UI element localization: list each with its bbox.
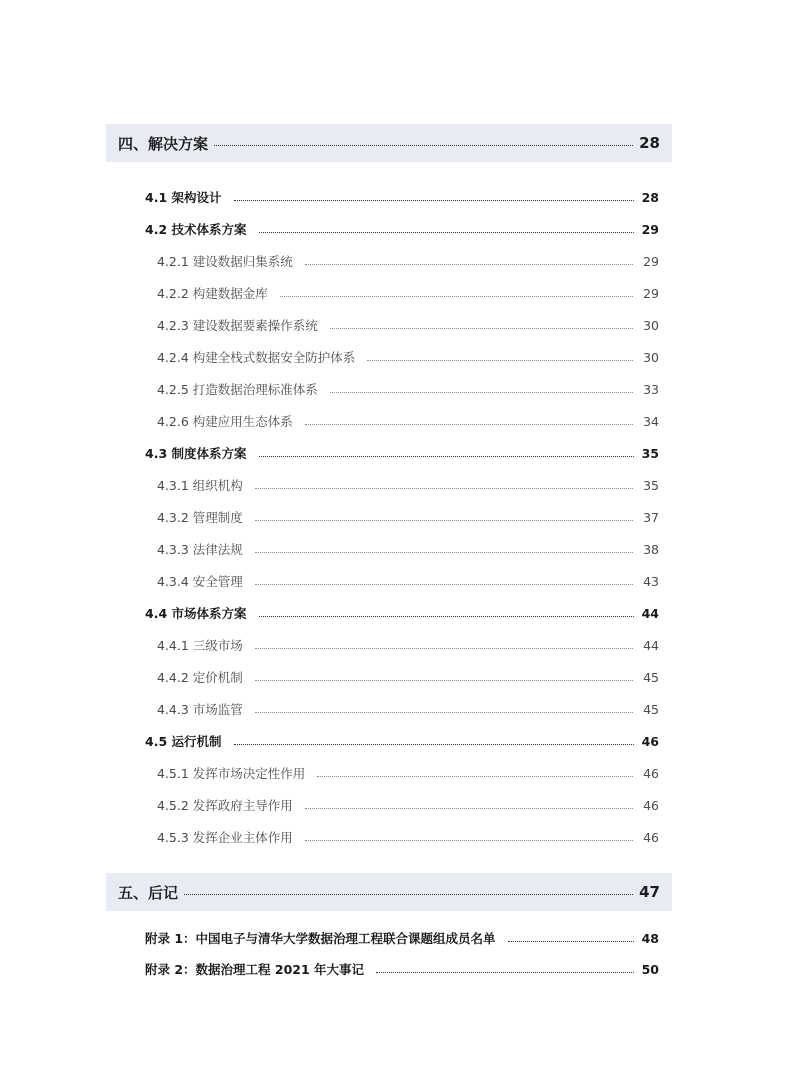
toc-page-number: 44 — [641, 605, 659, 621]
toc-entry-label: 4.3.2 管理制度 — [157, 510, 243, 525]
toc-entry-label: 4.4.3 市场监管 — [157, 702, 243, 717]
toc-leader-dots — [234, 744, 634, 745]
toc-entry-label: 4.5.1 发挥市场决定性作用 — [157, 766, 306, 781]
toc-leader-dots — [330, 328, 633, 329]
toc-leader-dots — [255, 584, 633, 585]
toc-page-number: 28 — [639, 134, 660, 152]
toc-section-4[interactable] — [106, 124, 672, 162]
toc-entry-4-2-4[interactable] — [157, 347, 659, 367]
toc-leader-dots — [214, 145, 633, 146]
toc-leader-dots — [259, 232, 634, 233]
toc-entry-label: 4.3.1 组织机构 — [157, 478, 243, 493]
toc-entry-label: 4.2.2 构建数据金库 — [157, 286, 268, 301]
toc-entry-label: 4.4 市场体系方案 — [145, 606, 247, 621]
toc-entry-label: 4.4.2 定价机制 — [157, 670, 243, 685]
toc-page-number: 46 — [643, 829, 659, 845]
toc-entry-4-2-6[interactable] — [157, 411, 659, 431]
toc-page-number: 34 — [643, 413, 659, 429]
toc-entry-label: 附录 2：数据治理工程 2021 年大事记 — [145, 962, 365, 977]
toc-entry-label: 4.5.2 发挥政府主导作用 — [157, 798, 293, 813]
toc-page-number: 30 — [643, 317, 659, 333]
toc-entry-label: 4.1 架构设计 — [145, 190, 222, 205]
toc-entry-4-3-3[interactable] — [157, 539, 659, 559]
toc-entry-label: 4.4.1 三级市场 — [157, 638, 243, 653]
toc-entry-4-5[interactable] — [145, 731, 659, 751]
toc-page-number: 50 — [641, 961, 659, 977]
toc-section-label: 五、后记 — [118, 883, 179, 902]
toc-page-number: 45 — [643, 669, 659, 685]
toc-leader-dots — [259, 616, 634, 617]
toc-page-number: 38 — [643, 541, 659, 557]
toc-leader-dots — [305, 808, 633, 809]
toc-leader-dots — [508, 941, 634, 942]
toc-leader-dots — [255, 712, 633, 713]
toc-entry-label: 4.3.4 安全管理 — [157, 574, 243, 589]
toc-entry-4-3-2[interactable] — [157, 507, 659, 527]
toc-entry-4-2-1[interactable] — [157, 251, 659, 271]
toc-entry-label: 4.3 制度体系方案 — [145, 446, 247, 461]
toc-leader-dots — [255, 520, 633, 521]
toc-entry-4-5-3[interactable] — [157, 827, 659, 847]
toc-appendix-1[interactable] — [145, 928, 659, 948]
toc-entry-4-1[interactable] — [145, 187, 659, 207]
toc-page-number: 46 — [643, 797, 659, 813]
toc-entry-4-4-1[interactable] — [157, 635, 659, 655]
toc-page-number: 35 — [641, 445, 659, 461]
toc-entry-4-3[interactable] — [145, 443, 659, 463]
toc-page-number: 37 — [643, 509, 659, 525]
toc-leader-dots — [255, 648, 633, 649]
toc-page-number: 47 — [639, 883, 660, 901]
toc-entry-label: 4.3.3 法律法规 — [157, 542, 243, 557]
toc-page-number: 45 — [643, 701, 659, 717]
toc-leader-dots — [330, 392, 633, 393]
toc-leader-dots — [376, 972, 634, 973]
toc-entry-label: 附录 1：中国电子与清华大学数据治理工程联合课题组成员名单 — [145, 931, 496, 946]
toc-entry-4-2-3[interactable] — [157, 315, 659, 335]
toc-entry-label: 4.5.3 发挥企业主体作用 — [157, 830, 293, 845]
toc-page-number: 43 — [643, 573, 659, 589]
toc-page-number: 29 — [643, 253, 659, 269]
toc-leader-dots — [317, 776, 633, 777]
toc-appendix-2[interactable] — [145, 959, 659, 979]
toc-entry-4-2-5[interactable] — [157, 379, 659, 399]
toc-page-number: 29 — [641, 221, 659, 237]
toc-entry-label: 4.2 技术体系方案 — [145, 222, 247, 237]
toc-entry-4-4[interactable] — [145, 603, 659, 623]
toc-entry-label: 4.2.4 构建全栈式数据安全防护体系 — [157, 350, 356, 365]
toc-section-label: 四、解决方案 — [118, 134, 209, 153]
toc-page-number: 30 — [643, 349, 659, 365]
toc-page-number: 29 — [643, 285, 659, 301]
toc-entry-label: 4.5 运行机制 — [145, 734, 222, 749]
toc-leader-dots — [234, 200, 634, 201]
toc-entry-label: 4.2.6 构建应用生态体系 — [157, 414, 293, 429]
toc-leader-dots — [280, 296, 633, 297]
toc-entry-label: 4.2.3 建设数据要素操作系统 — [157, 318, 318, 333]
toc-leader-dots — [255, 680, 633, 681]
toc-entry-4-4-3[interactable] — [157, 699, 659, 719]
toc-page-number: 33 — [643, 381, 659, 397]
toc-entry-4-5-2[interactable] — [157, 795, 659, 815]
toc-entry-label: 4.2.1 建设数据归集系统 — [157, 254, 293, 269]
toc-page-number: 48 — [641, 930, 659, 946]
toc-section-5[interactable] — [106, 873, 672, 911]
toc-leader-dots — [255, 552, 633, 553]
toc-leader-dots — [305, 840, 633, 841]
toc-entry-4-5-1[interactable] — [157, 763, 659, 783]
toc-entry-4-2-2[interactable] — [157, 283, 659, 303]
toc-entry-4-3-4[interactable] — [157, 571, 659, 591]
toc-leader-dots — [305, 424, 633, 425]
toc-entry-label: 4.2.5 打造数据治理标准体系 — [157, 382, 318, 397]
toc-leader-dots — [255, 488, 633, 489]
toc-leader-dots — [259, 456, 634, 457]
toc-page-number: 44 — [643, 637, 659, 653]
toc-page-number: 35 — [643, 477, 659, 493]
toc-leader-dots — [305, 264, 633, 265]
toc-leader-dots — [184, 894, 633, 895]
toc-leader-dots — [367, 360, 633, 361]
toc-entry-4-2[interactable] — [145, 219, 659, 239]
toc-page-number: 46 — [643, 765, 659, 781]
toc-page-number: 28 — [641, 189, 659, 205]
toc-entry-4-3-1[interactable] — [157, 475, 659, 495]
toc-page-number: 46 — [641, 733, 659, 749]
toc-entry-4-4-2[interactable] — [157, 667, 659, 687]
